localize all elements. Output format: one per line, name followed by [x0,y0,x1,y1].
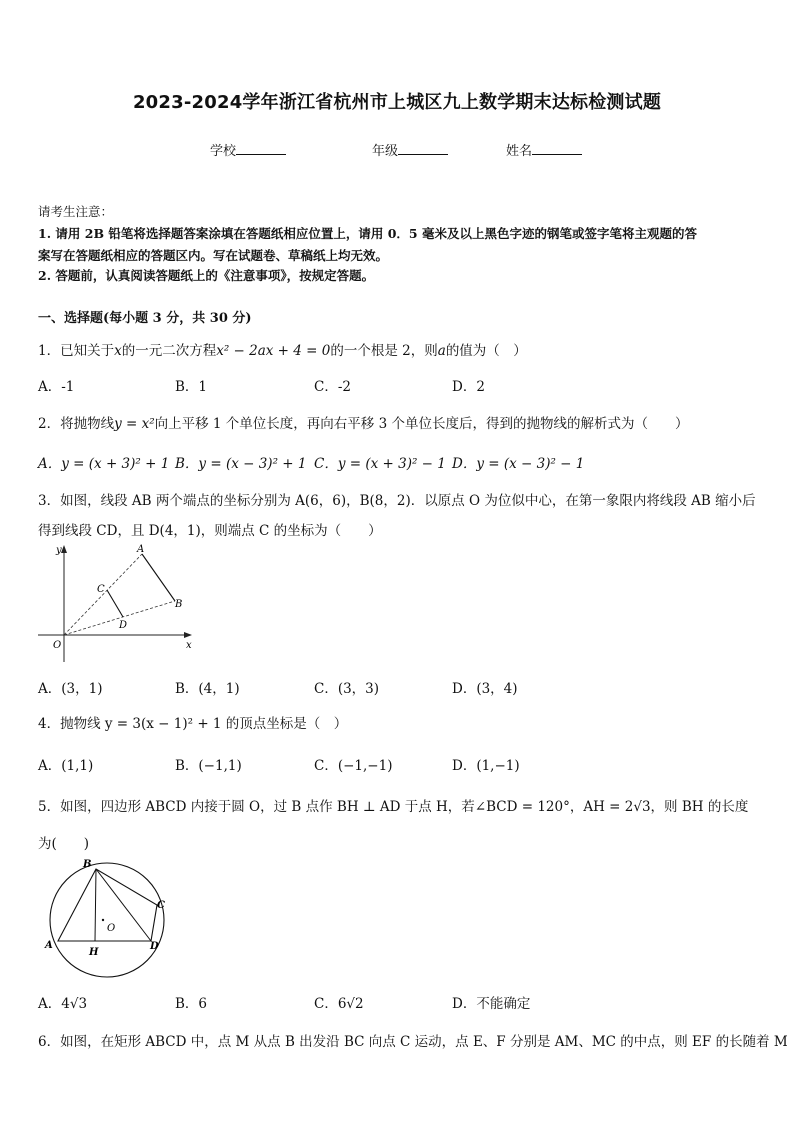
grade-field [372,140,448,159]
circle-o [50,863,164,977]
question-5-line-2: 为( ) [38,836,90,852]
notice-heading: 请考生注意： [38,204,114,219]
q3-option-a: A．(3，1) [38,681,103,697]
school-field [210,140,286,159]
q2-option-d: D．y = (x − 3)² − 1 [452,456,585,472]
name-field [506,140,582,159]
q1-option-a: A．-1 [38,379,75,395]
q4-option-c: C．(−1,−1) [314,758,393,774]
question-5-line-1: 5．如图，四边形 ABCD 内接于圆 O，过 B 点作 BH ⊥ AD 于点 H，若∠BCD = 120°，AH = 2√3，则 BH 的长度 [38,799,749,815]
question-3-line-2: 得到线段 CD，且 D(4，1)，则端点 C 的坐标为（ ） [38,523,382,539]
q5-label-d: D [150,941,159,952]
segment-bh [95,869,96,941]
q5-label-b: B [83,859,92,870]
q2-option-a: A．y = (x + 3)² + 1 [38,456,170,472]
y-axis-arrow [61,545,67,553]
q2-option-b: B．y = (x − 3)² + 1 [175,456,307,472]
y-label: y [56,545,62,556]
point-b-label: B [175,599,183,610]
q5-option-d: D．不能确定 [452,996,531,1012]
grade-blank [398,142,448,155]
q3-option-b: B．(4，1) [175,681,240,697]
grade-label: 年级 [372,144,399,159]
notice-line-1b: 案写在答题纸相应的答题区内。写在试题卷、草稿纸上均无效。 [38,248,389,263]
q5-label-a: A [45,940,53,951]
point-d-label: D [119,620,128,631]
segment-cd [107,590,123,617]
point-c-label: C [97,584,105,595]
q1-option-b: B．1 [175,379,208,395]
question-6-line-1: 6．如图，在矩形 ABCD 中，点 M 从点 B 出发沿 BC 向点 C 运动，点 E、F 分别是 AM、MC 的中点，则 EF 的长随着 M [38,1034,788,1050]
question-3-line-1: 3．如图，线段 AB 两个端点的坐标分别为 A(6，6)，B(8，2)．以原点 O 为位似中心，在第一象限内将线段 AB 缩小后 [38,493,756,509]
q2-option-c: C．y = (x + 3)² − 1 [314,456,446,472]
name-label: 姓名 [506,144,533,159]
q4-option-a: A．(1,1) [38,758,94,774]
q5-label-h: H [89,947,99,958]
q3-option-c: C．(3，3) [314,681,380,697]
center-point [102,919,104,921]
q1-option-c: C．-2 [314,379,351,395]
q5-circle-figure [40,858,175,980]
segment-ab [142,554,175,601]
name-blank [532,142,582,155]
q1-option-d: D．2 [452,379,485,395]
q5-option-a: A．4√3 [38,996,88,1012]
school-label: 学校 [210,144,237,159]
notice-line-2: 2. 答题前，认真阅读答题纸上的《注意事项》，按规定答题。 [38,268,375,283]
section-heading: 一、选择题(每小题 3 分，共 30 分) [38,311,252,326]
q3-coordinate-figure [34,542,204,667]
question-4: 4．抛物线 y = 3(x − 1)² + 1 的顶点坐标是（ ） [38,716,348,732]
question-1: 1．已知关于x的一元二次方程x² − 2ax + 4 = 0的一个根是 2，则a的值为（ ） [38,343,527,359]
question-2: 2．将抛物线y = x²向上平移 1 个单位长度，再向右平移 3 个单位长度后，得到的抛物线的解析式为（ ） [38,416,689,432]
q4-option-b: B．(−1,1) [175,758,242,774]
origin-label: O [53,640,62,651]
q5-option-b: B．6 [175,996,208,1012]
q5-label-c: C [157,900,165,911]
page-title: 2023-2024学年浙江省杭州市上城区九上数学期末达标检测试题 [132,92,662,113]
point-a-label: A [137,544,145,555]
q4-option-d: D．(1,−1) [452,758,520,774]
school-blank [236,142,286,155]
q5-option-c: C．6√2 [314,996,364,1012]
q3-option-d: D．(3，4) [452,681,518,697]
q5-label-o: O [107,923,116,934]
notice-line-1a: 1. 请用 2B 铅笔将选择题答案涂填在答题纸相应位置上，请用 0．5 毫米及以上黑色字迹的钢笔或签字笔将主观题的答 [38,226,697,241]
x-axis-arrow [184,632,192,638]
x-label: x [186,640,192,651]
segment-bd [96,869,151,941]
